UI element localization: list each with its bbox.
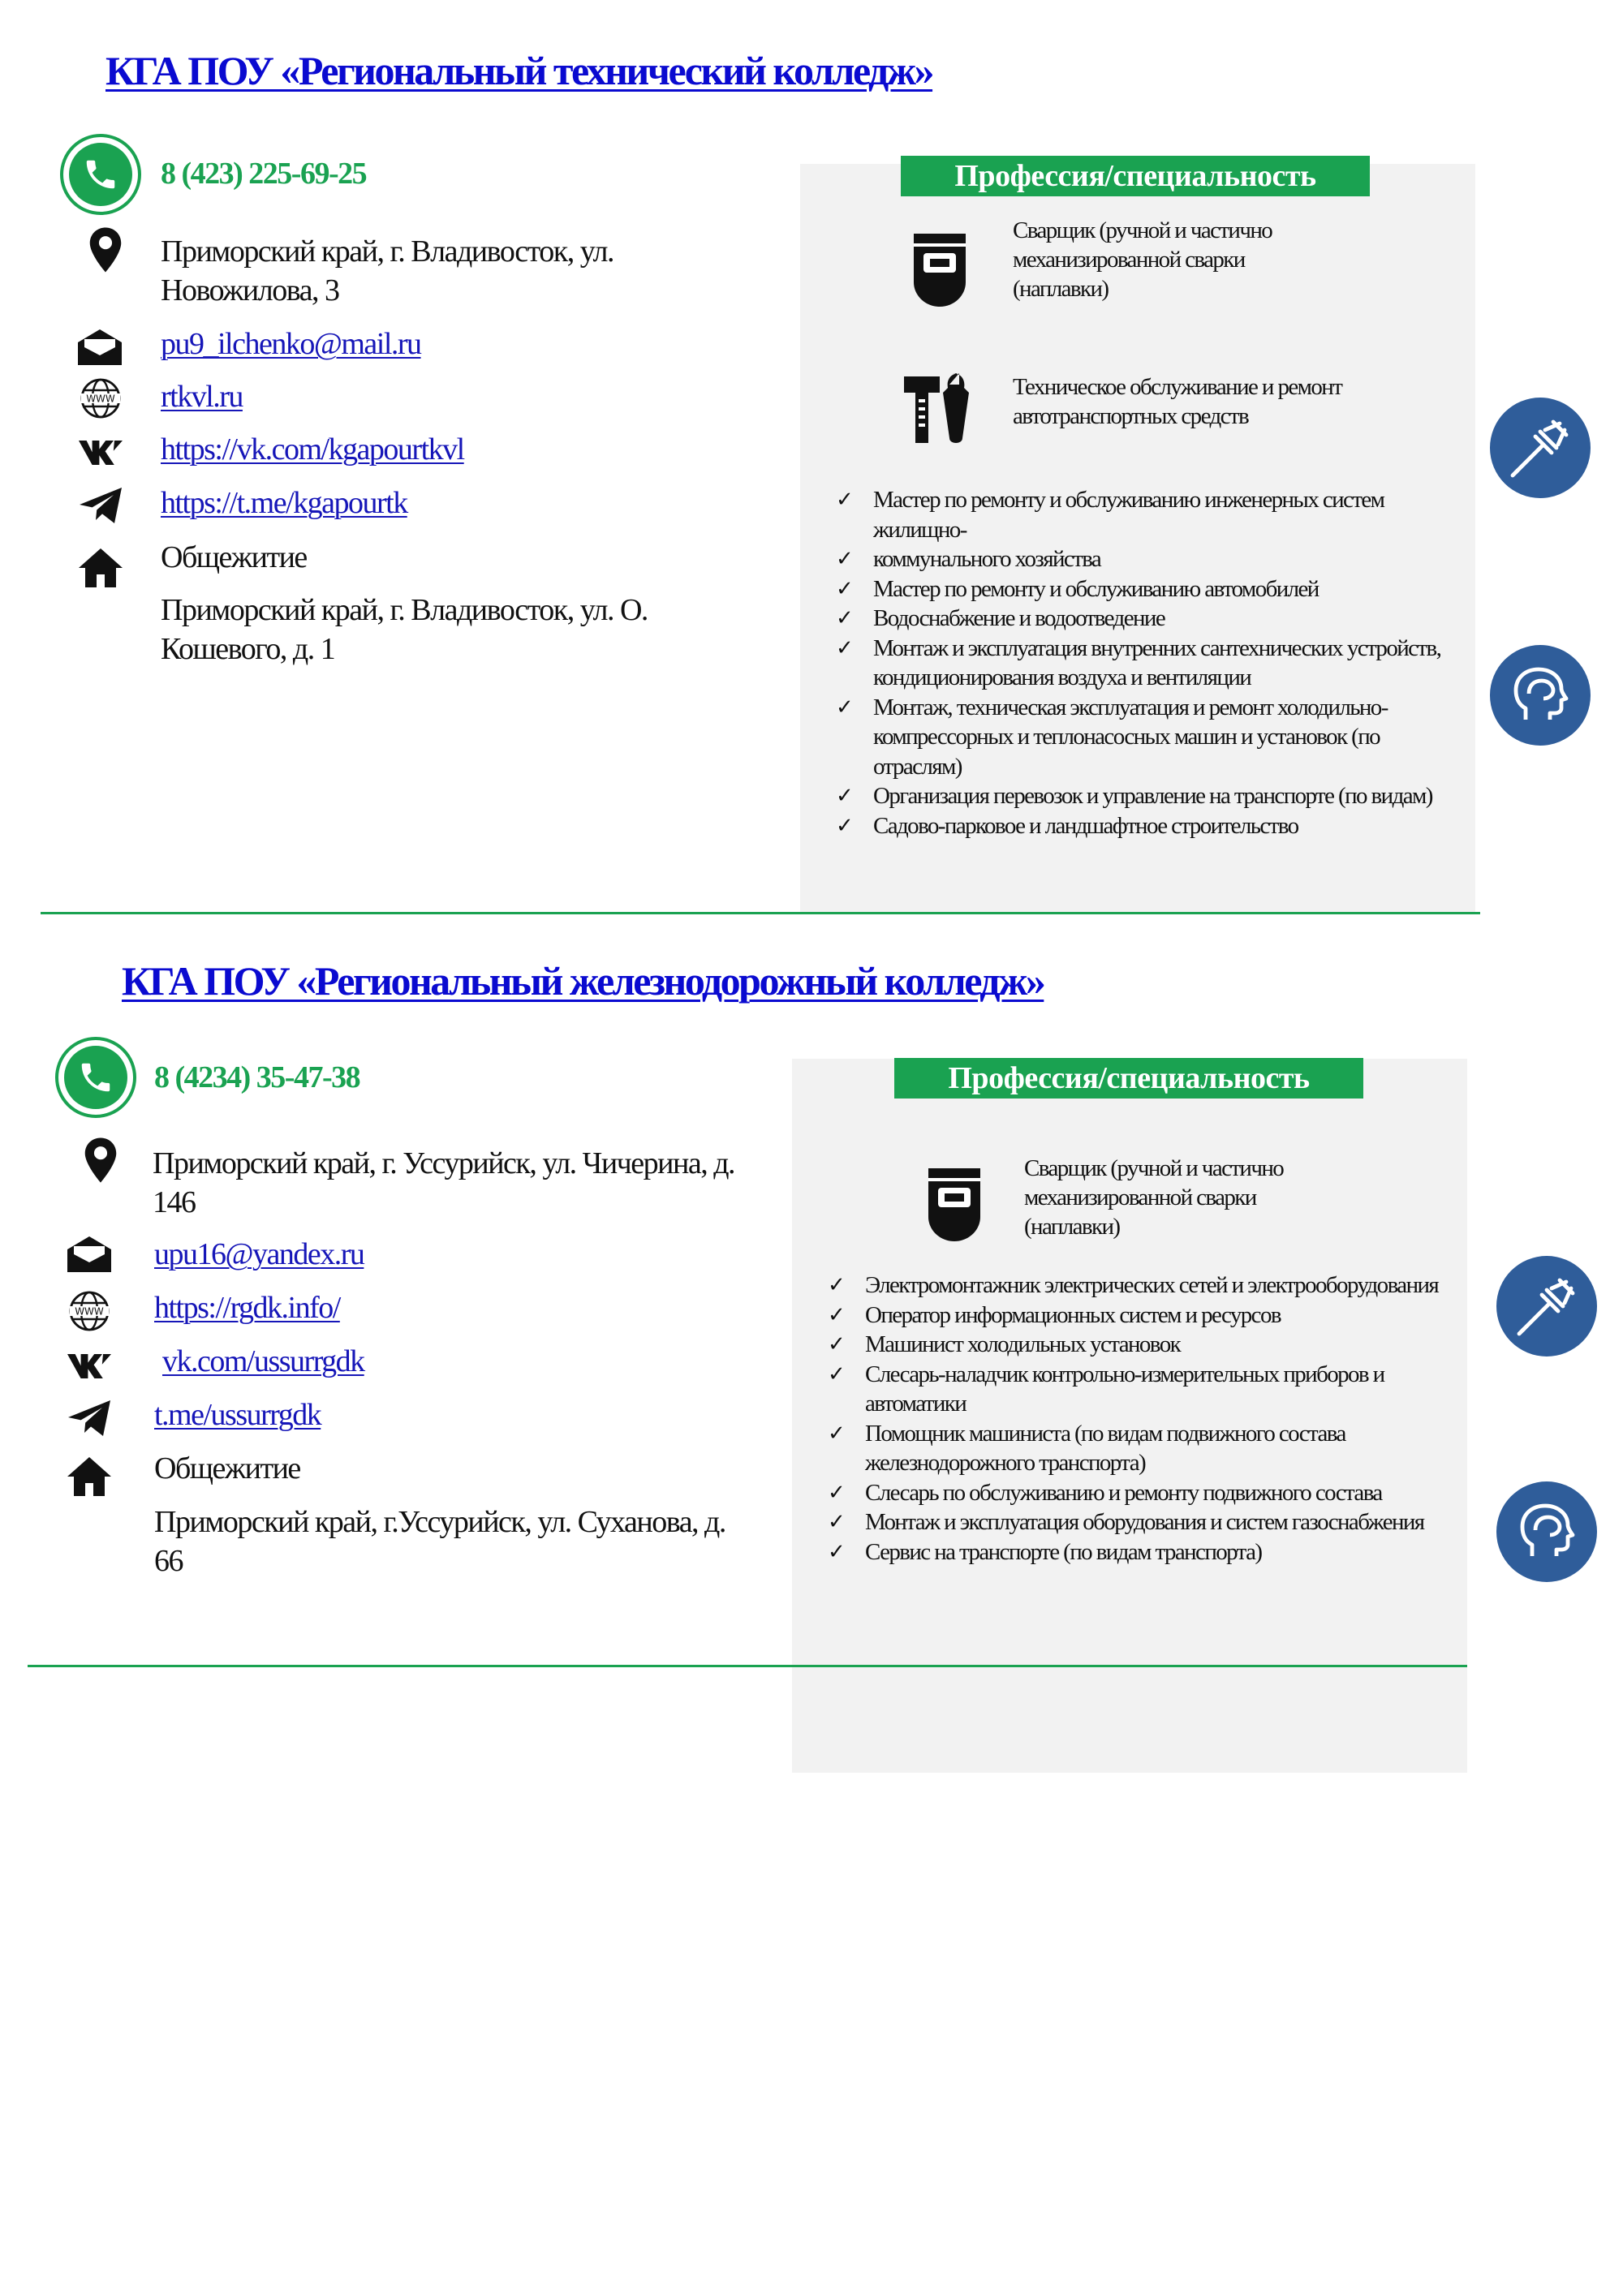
head-profile-icon[interactable] [1490, 645, 1591, 746]
crutch-icon[interactable] [1496, 1256, 1597, 1357]
telegram-icon [67, 1395, 112, 1441]
check-icon: ✓ [836, 606, 853, 630]
website-link[interactable]: https://rgdk.info/ [154, 1291, 340, 1325]
check-icon: ✓ [828, 1480, 845, 1505]
phone-number[interactable]: 8 (4234) 35-47-38 [154, 1060, 360, 1094]
list-item: ✓ Водоснабжение и водоотведение [836, 604, 1453, 634]
college-title[interactable]: КГА ПОУ «Региональный технический колледж» [105, 48, 933, 93]
crutch-icon[interactable] [1490, 398, 1591, 498]
dorm-label: Общежитие [161, 540, 307, 574]
profession-label: Техническое обслуживание и ремонт автотранспортных средств [1013, 374, 1342, 429]
list-item: ✓ Оператор информационных систем и ресурсов [828, 1301, 1453, 1331]
list-item: ✓ Помощник машиниста (по видам подвижного состава железнодорожного транспорта) [828, 1420, 1345, 1476]
check-icon: ✓ [836, 635, 853, 660]
check-icon: ✓ [836, 547, 853, 571]
list-item: ✓ Монтаж и эксплуатация внутренних сантехнических устройств, кондиционирования воздуха и вентиляции [836, 634, 1441, 690]
specialty-list [828, 1271, 1453, 1567]
list-item: ✓ Монтаж, техническая эксплуатация и ремонт холодильно-компрессорных и теплонасосных машин и установок (по отраслям) [836, 694, 1388, 780]
mail-icon [77, 325, 123, 370]
check-icon: ✓ [828, 1273, 845, 1297]
list-item: ✓ коммунального хозяйства [836, 544, 1453, 574]
mail-icon [67, 1232, 112, 1277]
list-item: ✓ Садово-парковое и ландшафтное строительство [836, 811, 1453, 841]
email-link[interactable]: pu9_ilchenko@mail.ru [161, 327, 421, 361]
dorm-label: Общежитие [154, 1451, 300, 1486]
list-item: ✓ Мастер по ремонту и обслуживанию инженерных систем жилищно- [836, 487, 1384, 543]
home-icon [67, 1454, 112, 1499]
phone-icon[interactable] [60, 134, 141, 215]
telegram-icon [78, 483, 123, 528]
list-item: ✓ Машинист холодильных установок [828, 1330, 1453, 1360]
list-item: ✓ Электромонтажник электрических сетей и электрооборудования [828, 1271, 1453, 1301]
check-icon: ✓ [836, 576, 853, 601]
svg-text:WWW: WWW [75, 1305, 104, 1318]
svg-text:WWW: WWW [86, 393, 115, 405]
vk-icon [78, 430, 123, 475]
specialty-list [836, 485, 1453, 841]
location-pin-icon [83, 227, 128, 273]
check-icon: ✓ [836, 694, 853, 720]
check-icon: ✓ [836, 784, 853, 808]
home-icon [78, 545, 123, 591]
vk-link[interactable]: vk.com/ussurrgdk [162, 1344, 364, 1378]
vk-icon [67, 1344, 112, 1389]
section-divider [28, 1665, 1467, 1667]
check-icon: ✓ [828, 1539, 845, 1564]
list-item: ✓ Слесарь по обслуживанию и ремонту подвижного состава [828, 1478, 1453, 1508]
check-icon: ✓ [828, 1361, 845, 1387]
welding-mask-icon [907, 234, 980, 307]
section-divider [41, 912, 1480, 914]
dorm-address: Приморский край, г. Владивосток, ул. О. Кошевого, д. 1 [161, 593, 648, 666]
profession-label: Сварщик (ручной и частично механизированной сварки (наплавки) [1024, 1155, 1284, 1240]
telegram-link[interactable]: https://t.me/kgapourtk [161, 486, 407, 520]
college-title[interactable]: КГА ПОУ «Региональный железнодорожный колледж» [122, 958, 1044, 1004]
check-icon: ✓ [828, 1332, 845, 1357]
list-item: ✓ Организация перевозок и управление на транспорте (по видам) [836, 781, 1453, 811]
list-item: ✓ Монтаж и эксплуатация оборудования и систем газоснабжения [828, 1507, 1453, 1537]
check-icon: ✓ [836, 488, 853, 512]
college-section-technical [0, 0, 1623, 925]
email-link[interactable]: upu16@yandex.ru [154, 1237, 364, 1271]
globe-www-icon [67, 1288, 112, 1334]
telegram-link[interactable]: t.me/ussurrgdk [154, 1398, 321, 1432]
profession-label: Сварщик (ручной и частично механизированной сварки (наплавки) [1013, 217, 1272, 302]
location-pin-icon [78, 1137, 123, 1183]
panel-header: Профессия/специальность [894, 1058, 1363, 1099]
check-icon: ✓ [828, 1302, 845, 1327]
list-item: ✓ Мастер по ремонту и обслуживанию автомобилей [836, 574, 1453, 604]
welding-mask-icon [922, 1168, 995, 1241]
list-item: ✓ Сервис на транспорте (по видам транспорта) [828, 1537, 1453, 1567]
address: Приморский край, г. Уссурийск, ул. Чичерина, д. 146 [153, 1146, 735, 1219]
website-link[interactable]: rtkvl.ru [161, 380, 243, 414]
phone-icon[interactable] [55, 1037, 136, 1118]
tools-icon [904, 373, 977, 446]
college-section-railway [0, 925, 1623, 1679]
phone-number[interactable]: 8 (423) 225-69-25 [161, 157, 367, 191]
check-icon: ✓ [828, 1421, 845, 1446]
address: Приморский край, г. Владивосток, ул. Новожилова, 3 [161, 234, 613, 307]
check-icon: ✓ [836, 813, 853, 838]
check-icon: ✓ [828, 1510, 845, 1534]
list-item: ✓ Слесарь-наладчик контрольно-измерительных приборов и автоматики [828, 1361, 1384, 1417]
panel-header: Профессия/специальность [901, 156, 1370, 196]
head-profile-icon[interactable] [1496, 1481, 1597, 1582]
dorm-address: Приморский край, г.Уссурийск, ул. Суханова, д. 66 [154, 1505, 725, 1578]
vk-link[interactable]: https://vk.com/kgapourtkvl [161, 432, 464, 467]
globe-www-icon [78, 376, 123, 421]
